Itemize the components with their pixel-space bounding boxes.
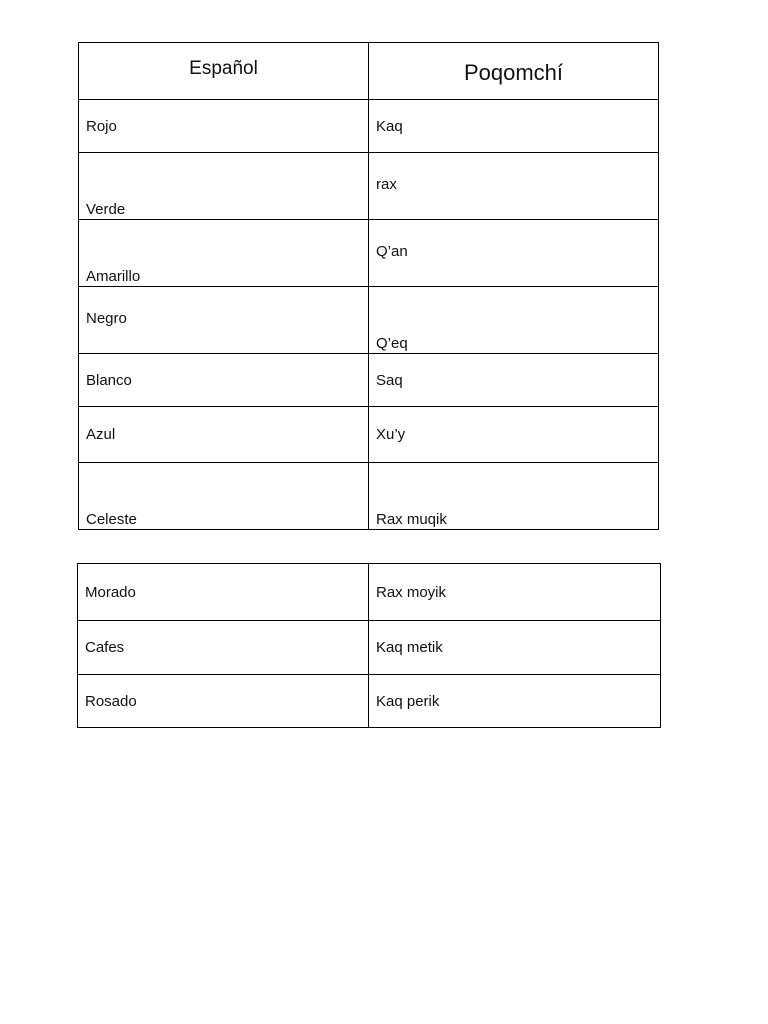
table-header-row xyxy=(79,43,659,100)
header-espanol: Español xyxy=(79,43,369,100)
cell-spanish: Morado xyxy=(78,564,369,621)
cell-poqomchi: Rax muqik xyxy=(369,463,659,530)
header-poqomchi: Poqomchí xyxy=(369,43,659,100)
cell-poqomchi: Xu’y xyxy=(369,407,659,463)
cell-spanish: Rojo xyxy=(79,100,369,153)
table-row xyxy=(78,564,661,621)
cell-poqomchi: Saq xyxy=(369,354,659,407)
cell-spanish: Negro xyxy=(79,287,369,354)
table-row xyxy=(78,621,661,675)
cell-spanish: Cafes xyxy=(78,621,369,675)
table-row xyxy=(79,220,659,287)
cell-spanish: Rosado xyxy=(78,675,369,728)
table-row xyxy=(79,153,659,220)
cell-poqomchi: Kaq xyxy=(369,100,659,153)
cell-spanish: Celeste xyxy=(79,463,369,530)
cell-poqomchi: rax xyxy=(369,153,659,220)
cell-poqomchi: Kaq perik xyxy=(369,675,661,728)
table-row xyxy=(79,287,659,354)
table-row xyxy=(79,407,659,463)
cell-spanish: Amarillo xyxy=(79,220,369,287)
cell-poqomchi: Q’eq xyxy=(369,287,659,354)
cell-spanish: Azul xyxy=(79,407,369,463)
cell-poqomchi: Rax moyik xyxy=(369,564,661,621)
color-vocabulary-table xyxy=(78,42,659,530)
table-row xyxy=(79,463,659,530)
table-row xyxy=(79,354,659,407)
cell-spanish: Verde xyxy=(79,153,369,220)
cell-poqomchi: Kaq metik xyxy=(369,621,661,675)
cell-poqomchi: Q’an xyxy=(369,220,659,287)
table-row xyxy=(79,100,659,153)
color-vocabulary-table-continued xyxy=(77,563,661,728)
cell-spanish: Blanco xyxy=(79,354,369,407)
table-row xyxy=(78,675,661,728)
